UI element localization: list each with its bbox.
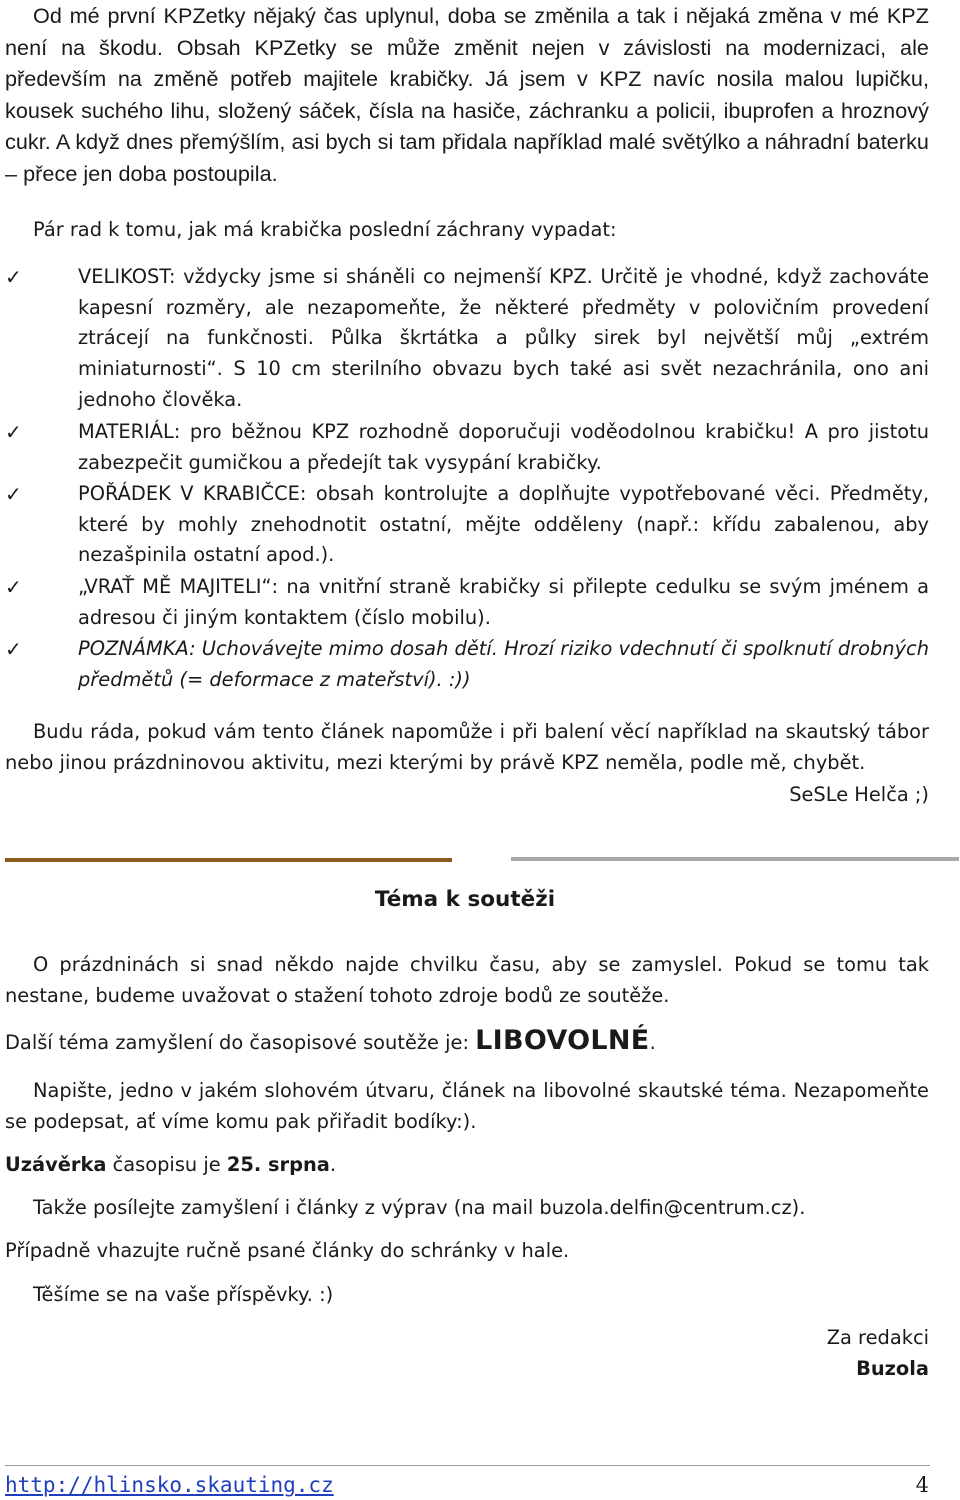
deadline-label: Uzávěrka xyxy=(5,1153,107,1176)
article-intro: Od mé první KPZetky nějaký čas uplynul, doba se změnila a tak i nějaká změna v mé KPZ není na škodu. Obsah KPZetky se může změnit nejen v závislosti na modernizaci, ale především na změně potřeb majitele krabičky. Já jsem v KPZ navíc nosila malou lupičku, kousek suchého lihu, složený sáček, čísla na hasiče, záchranku a policii, ibuprofen a hroznový cukr. A když dnes přemýšlím, asi bych si tam přidala například malé světýlko a náhradní baterku – přece jen doba postoupila. xyxy=(5,3,929,186)
article-signature: SeSLe Helča ;) xyxy=(789,783,929,806)
footer-divider xyxy=(5,1465,930,1466)
editor-sign-line1: Za redakci xyxy=(826,1326,929,1349)
contest-topic-line xyxy=(5,1026,929,1059)
tip-text: „VRAŤ MĚ MAJITELI“: na vnitřní straně krabičky si přilepte cedulku se svým jménem a adresou či jiným kontaktem (číslo mobilu). xyxy=(78,575,929,629)
deadline-end: . xyxy=(329,1153,337,1176)
tip-item-order xyxy=(5,479,929,571)
tip-text: VELIKOST: vždycky jsme si sháněli co nejmenší KPZ. Určitě je vhodné, když zachováte kapesní rozměry, ale nezapomeňte, že některé předměty v polovičním provedení ztrácejí na funkčnosti. Půlka škrtátka a půlky sirek byl největší můj „extrém miniaturnosti“. S 10 cm sterilního obvazu bych také asi svět nezachránila, ono ani jednoho člověka. xyxy=(78,265,929,411)
contest-paragraph-7: Těšíme se na vaše příspěvky. :) xyxy=(33,1283,334,1306)
contest-paragraph-3: Napište, jedno v jakém slohovém útvaru, článek na libovolné skautské téma. Nezapomeňte se podepsat, ať víme komu pak přiřadit bodíky:). xyxy=(5,1079,929,1133)
checkmark-icon: ✓ xyxy=(5,482,22,506)
editor-sign-line2: Buzola xyxy=(856,1357,929,1380)
tip-item-size xyxy=(5,262,929,416)
checkmark-icon: ✓ xyxy=(5,265,22,289)
topic-prefix: Další téma zamyšlení do časopisové soutěže je: xyxy=(5,1031,476,1054)
deadline-line xyxy=(5,1150,929,1181)
contest-paragraph-1: O prázdninách si snad někdo najde chvilku času, aby se zamyslel. Pokud se tomu tak nestane, budeme uvažovat o stažení tohoto zdroje bodů ze soutěže. xyxy=(5,953,929,1007)
checkmark-icon: ✓ xyxy=(5,420,22,444)
contest-paragraph-5: Takže posílejte zamyšlení i články z výprav (na mail buzola.delfin@centrum.cz). xyxy=(33,1196,806,1219)
tip-item-note xyxy=(5,634,929,695)
topic-value: LIBOVOLNÉ xyxy=(475,1025,650,1056)
deadline-mid: časopisu je xyxy=(106,1153,227,1176)
contest-heading: Téma k soutěži xyxy=(374,887,556,912)
section-divider-left xyxy=(5,858,452,862)
checkmark-icon: ✓ xyxy=(5,575,22,599)
article-closing: Budu ráda, pokud vám tento článek napomůže i při balení věcí například na skautský tábor nebo jinou prázdninovou aktivitu, mezi kterými by právě KPZ neměla, podle mě, chybět. xyxy=(5,720,929,774)
tip-item-material xyxy=(5,417,929,478)
footer-website-link[interactable]: http://hlinsko.skauting.cz xyxy=(5,1473,334,1497)
tip-text: POŘÁDEK V KRABIČCE: obsah kontrolujte a doplňujte vypotřebované věci. Předměty, které by mohly znehodnotit ostatní, mějte odděleny (např.: křídu zabalenou, aby nezašpinila ostatní apod.). xyxy=(78,482,929,567)
tip-text: POZNÁMKA: Uchovávejte mimo dosah dětí. Hrozí riziko vdechnutí či spolknutí drobných předmětů (= deformace z mateřství). :)) xyxy=(78,637,929,691)
topic-suffix: . xyxy=(649,1031,656,1054)
page-number: 4 xyxy=(915,1473,929,1497)
deadline-date: 25. srpna xyxy=(226,1153,330,1176)
tips-intro: Pár rad k tomu, jak má krabička poslední záchrany vypadat: xyxy=(33,218,617,241)
section-divider-right xyxy=(511,857,959,861)
checkmark-icon: ✓ xyxy=(5,637,22,661)
tip-text: MATERIÁL: pro běžnou KPZ rozhodně doporučuji voděodolnou krabičku! A pro jistotu zabezpečit gumičkou a předejít tak vysypání krabičky. xyxy=(78,420,929,474)
tip-item-return xyxy=(5,572,929,633)
contest-paragraph-6: Případně vhazujte ručně psané články do schránky v hale. xyxy=(5,1239,570,1262)
